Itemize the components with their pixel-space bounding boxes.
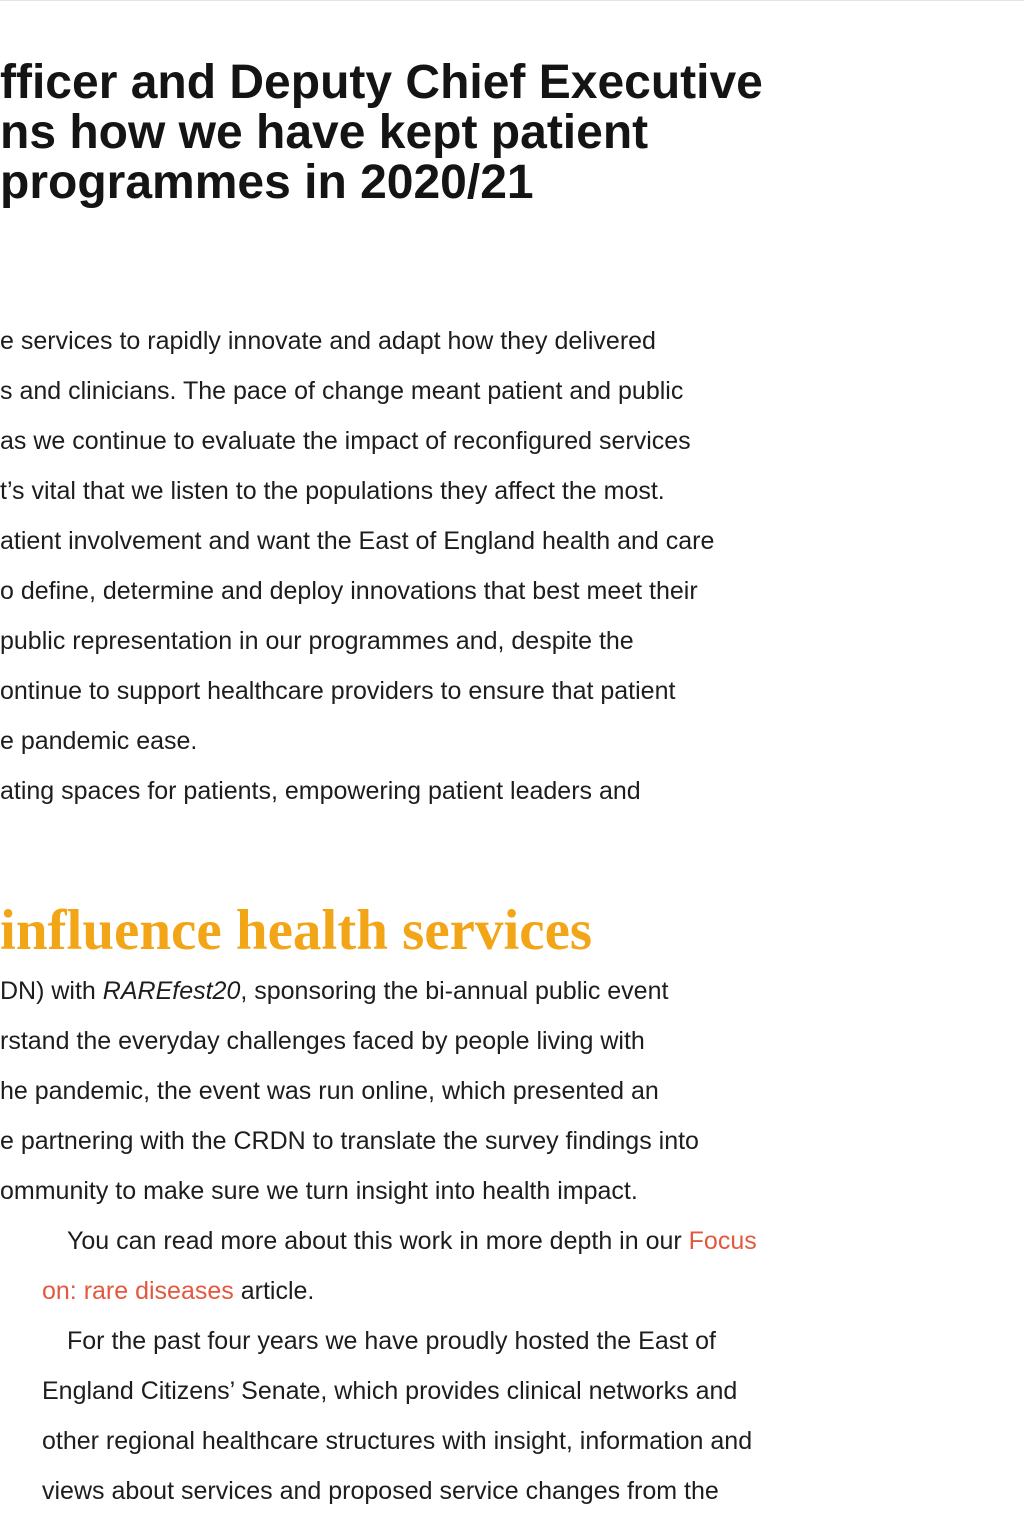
text-line: e partnering with the CRDN to translate the survey findings into (0, 1127, 699, 1155)
text-segment: article. (233, 1277, 315, 1305)
section-body (0, 966, 1010, 1516)
text-line: s and clinicians. The pace of change meant patient and public (0, 377, 684, 405)
text-line (0, 1266, 1010, 1316)
text-line (0, 1216, 1010, 1266)
text-line: atient involvement and want the East of England health and care (0, 527, 715, 555)
text-line (0, 966, 1010, 1016)
text-segment: , sponsoring the bi-annual public event (240, 977, 669, 1005)
text-line: other regional healthcare structures with insight, information and (42, 1427, 753, 1455)
text-line: o define, determine and deploy innovations that best meet their (0, 577, 698, 605)
text-line: ontinue to support healthcare providers to ensure that patient (0, 677, 676, 705)
text-line: e services to rapidly innovate and adapt how they delivered (0, 327, 656, 355)
text-line: he pandemic, the event was run online, which presented an (0, 1077, 659, 1105)
text-line: ommunity to make sure we turn insight into health impact. (0, 1177, 638, 1205)
text-segment: You can read more about this work in more depth in our (67, 1227, 689, 1255)
text-line: For the past four years we have proudly hosted the East of (67, 1327, 716, 1355)
event-name: RAREfest20 (102, 977, 241, 1005)
section-heading: influence health services (0, 899, 593, 962)
focus-rare-diseases-link[interactable]: Focus (688, 1227, 757, 1255)
page-title-line: programmes in 2020/21 (0, 156, 534, 209)
text-line: ating spaces for patients, empowering patient leaders and (0, 777, 641, 805)
text-line: rstand the everyday challenges faced by people living with (0, 1027, 645, 1055)
top-divider (0, 0, 1024, 1)
text-line: public representation in our programmes and, despite the (0, 627, 634, 655)
intro-paragraph (0, 316, 1010, 816)
text-line: England Citizens’ Senate, which provides clinical networks and (42, 1377, 738, 1405)
page-title (0, 58, 1000, 208)
page-title-line: ns how we have kept patient (0, 106, 649, 159)
text-line: as we continue to evaluate the impact of reconfigured services (0, 427, 691, 455)
text-line: e pandemic ease. (0, 727, 198, 755)
text-line: t’s vital that we listen to the populations they affect the most. (0, 477, 665, 505)
text-segment: DN) with (0, 977, 103, 1005)
page-title-line: fficer and Deputy Chief Executive (0, 56, 763, 109)
text-line: views about services and proposed service changes from the (42, 1477, 719, 1505)
focus-rare-diseases-link[interactable]: on: rare diseases (42, 1277, 234, 1305)
